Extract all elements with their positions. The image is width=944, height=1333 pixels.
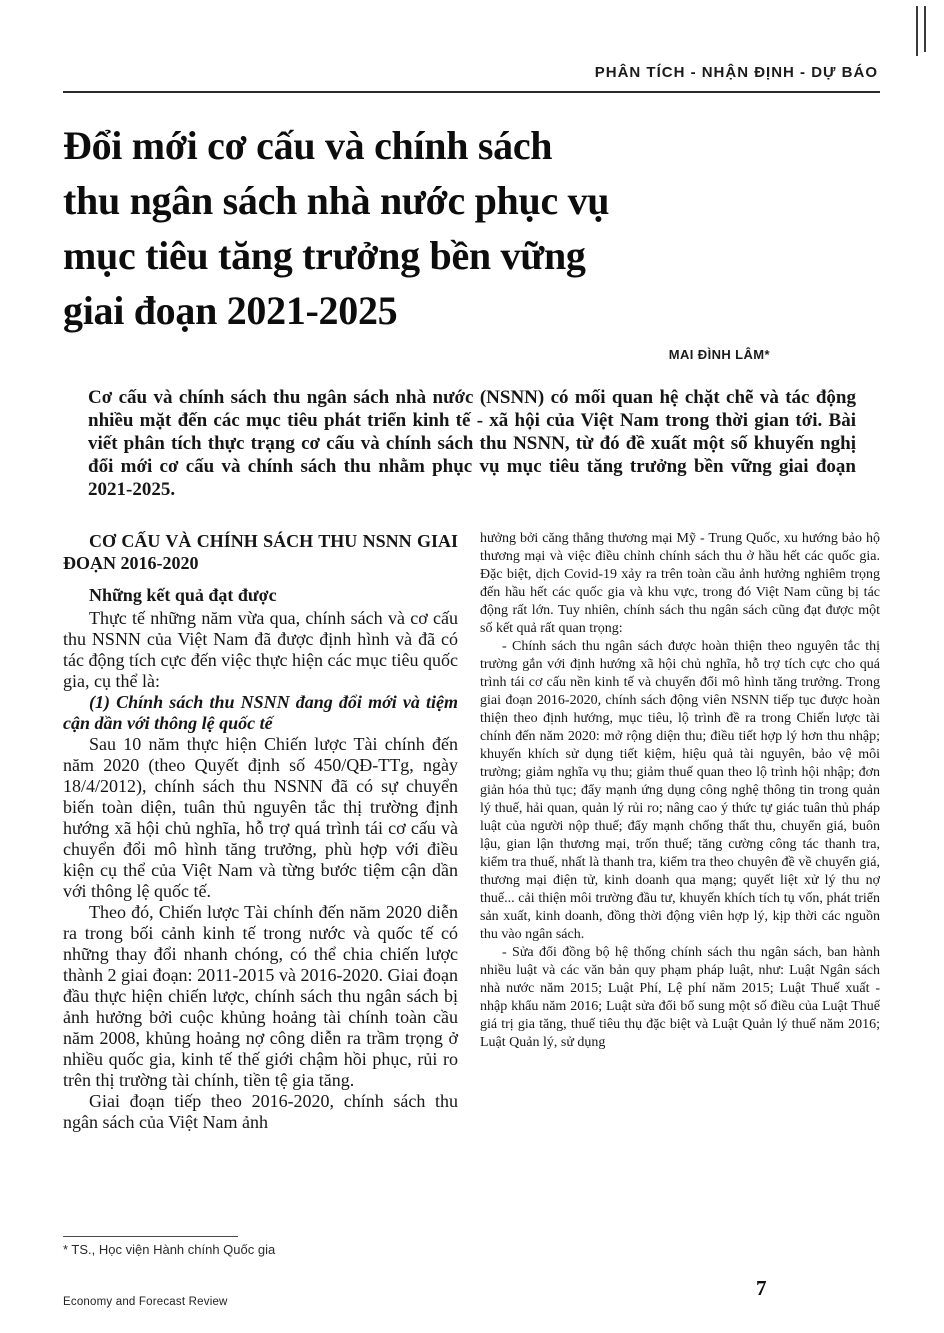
footnote: * TS., Học viện Hành chính Quốc gia <box>63 1242 276 1257</box>
body-paragraph: Thực tế những năm vừa qua, chính sách và cơ cấu thu NSNN của Việt Nam đã được định hình và đã có tác động tích cực đến việc thực hiện các mục tiêu quốc gia, cụ thể là: <box>63 608 458 691</box>
journal-name: Economy and Forecast Review <box>63 1296 228 1308</box>
title-line: mục tiêu tăng trưởng bền vững <box>63 233 586 278</box>
header-rule <box>63 91 880 93</box>
column-right <box>480 530 880 1222</box>
body-paragraph: hưởng bởi căng thẳng thương mại Mỹ - Trung Quốc, xu hướng bảo hộ thương mại và việc điều chỉnh chính sách thu ở hầu hết các quốc gia. Đặc biệt, dịch Covid-19 xảy ra trên toàn cầu ảnh hưởng nghiêm trọng đến hầu hết các quốc gia và khu vực, trong đó Việt Nam cũng bị tác động rất lớn. Tuy nhiên, chính sách thu ngân sách cũng đạt được một số kết quả rất quan trọng: <box>480 531 880 636</box>
title-line: giai đoạn 2021-2025 <box>63 288 398 333</box>
footnote-rule <box>63 1236 238 1237</box>
author-name: MAI ĐÌNH LÂM* <box>668 347 770 362</box>
crop-mark <box>916 6 918 56</box>
title-line: Đổi mới cơ cấu và chính sách <box>63 123 553 168</box>
title-line: thu ngân sách nhà nước phục vụ <box>63 178 610 223</box>
section-heading: CƠ CẤU VÀ CHÍNH SÁCH THU NSNN GIAI ĐOẠN 2016-2020 <box>63 531 458 573</box>
body-paragraph: Theo đó, Chiến lược Tài chính đến năm 2020 diễn ra trong bối cảnh kinh tế trong nước và quốc tế có những thay đổi nhanh chóng, có thể chia chiến lược thành 2 giai đoạn: 2011-2015 và 2016-2020. Giai đoạn đầu thực hiện chiến lược, chính sách thu ngân sách bị ảnh hưởng bởi cuộc khủng hoảng tài chính toàn cầu năm 2008, khủng hoảng nợ công diễn ra trầm trọng ở nhiều quốc gia, kinh tế thế giới chậm hồi phục, rủi ro trên thị trường tài chính, tiền tệ gia tăng. <box>63 902 458 1090</box>
body-paragraph: - Sửa đổi đồng bộ hệ thống chính sách thu ngân sách, ban hành nhiều luật và các văn bản quy phạm pháp luật, như: Luật Ngân sách nhà nước năm 2015; Luật Phí, Lệ phí năm 2015; Luật Thuế xuất - nhập khẩu năm 2016; Luật sửa đổi bổ sung một số điều của Luật Thuế giá trị gia tăng, thuế tiêu thụ đặc biệt và Luật Quản lý thuế năm 2016; Luật Quản lý, sử dụng <box>480 945 880 1050</box>
page-number: 7 <box>756 1276 767 1300</box>
subsection-heading: Những kết quả đạt được <box>89 585 277 605</box>
article-title <box>63 118 863 338</box>
body-paragraph: - Chính sách thu ngân sách được hoàn thiện theo nguyên tắc thị trường gắn với định hướng xã hội chủ nghĩa, hỗ trợ tích cực cho quá trình tái cơ cấu nền kinh tế và chuyển đổi mô hình tăng trưởng. Trong giai đoạn 2016-2020, chính sách động viên NSNN tiếp tục được hoàn thiện theo định hướng, mục tiêu, lộ trình đề ra trong Chiến lược tài chính đến năm 2020: mở rộng diện thu; điều tiết hợp lý hơn thu nhập; khuyến khích sử dụng tiết kiệm, hiệu quả tài nguyên, bảo vệ môi trường; giảm nghĩa vụ thu; giảm thuế quan theo lộ trình hội nhập; đơn giản hóa thủ tục; đẩy mạnh ứng dụng công nghệ thông tin trong quản lý thuế, hải quan, quản lý rủi ro; nâng cao ý thức tự giác tuân thủ pháp luật của người nộp thuế; đẩy mạnh chống thất thu, chuyển giá, buôn lậu, gian lận thương mại, trốn thuế; tăng cường công tác thanh tra, kiểm tra thuế, nhất là thanh tra, kiểm tra theo chuyên đề về chuyển giá, thương mại điện tử, kinh doanh qua mạng; quyết liệt xử lý thu nợ thuế... cải thiện môi trường đầu tư, khuyến khích tích tụ vốn, phát triển sản xuất, kinh doanh, đồng thời động viên hợp lý, kịp thời các nguồn thu vào ngân sách. <box>480 639 880 942</box>
body-paragraph: Giai đoạn tiếp theo 2016-2020, chính sách thu ngân sách của Việt Nam ảnh <box>63 1091 458 1132</box>
crop-mark <box>924 6 926 52</box>
abstract-paragraph: Cơ cấu và chính sách thu ngân sách nhà nước (NSNN) có mối quan hệ chặt chẽ và tác động nhiều mặt đến các mục tiêu phát triển kinh tế - xã hội của Việt Nam trong thời gian tới. Bài viết phân tích thực trạng cơ cấu và chính sách thu NSNN, từ đó đề xuất một số khuyến nghị đổi mới cơ cấu và chính sách thu nhằm phục vụ mục tiêu tăng trưởng bền vững giai đoạn 2021-2025. <box>88 387 856 500</box>
body-paragraph: Sau 10 năm thực hiện Chiến lược Tài chính đến năm 2020 (theo Quyết định số 450/QĐ-TTg, ngày 18/4/2012), chính sách thu NSNN đã có sự chuyển biến toàn diện, tuân thủ nguyên tắc thị trường định hướng xã hội chủ nghĩa, hỗ trợ quá trình tái cơ cấu và chuyển đổi mô hình tăng trưởng, phù hợp với điều kiện cụ thể của Việt Nam và từng bước tiệm cận dần với thông lệ quốc tế. <box>63 734 458 901</box>
section-rubric: PHÂN TÍCH - NHẬN ĐỊNH - DỰ BÁO <box>594 64 878 81</box>
column-left <box>63 530 458 1222</box>
emphasis-heading: (1) Chính sách thu NSNN đang đổi mới và tiệm cận dần với thông lệ quốc tế <box>63 692 458 733</box>
body-columns <box>63 530 880 1222</box>
